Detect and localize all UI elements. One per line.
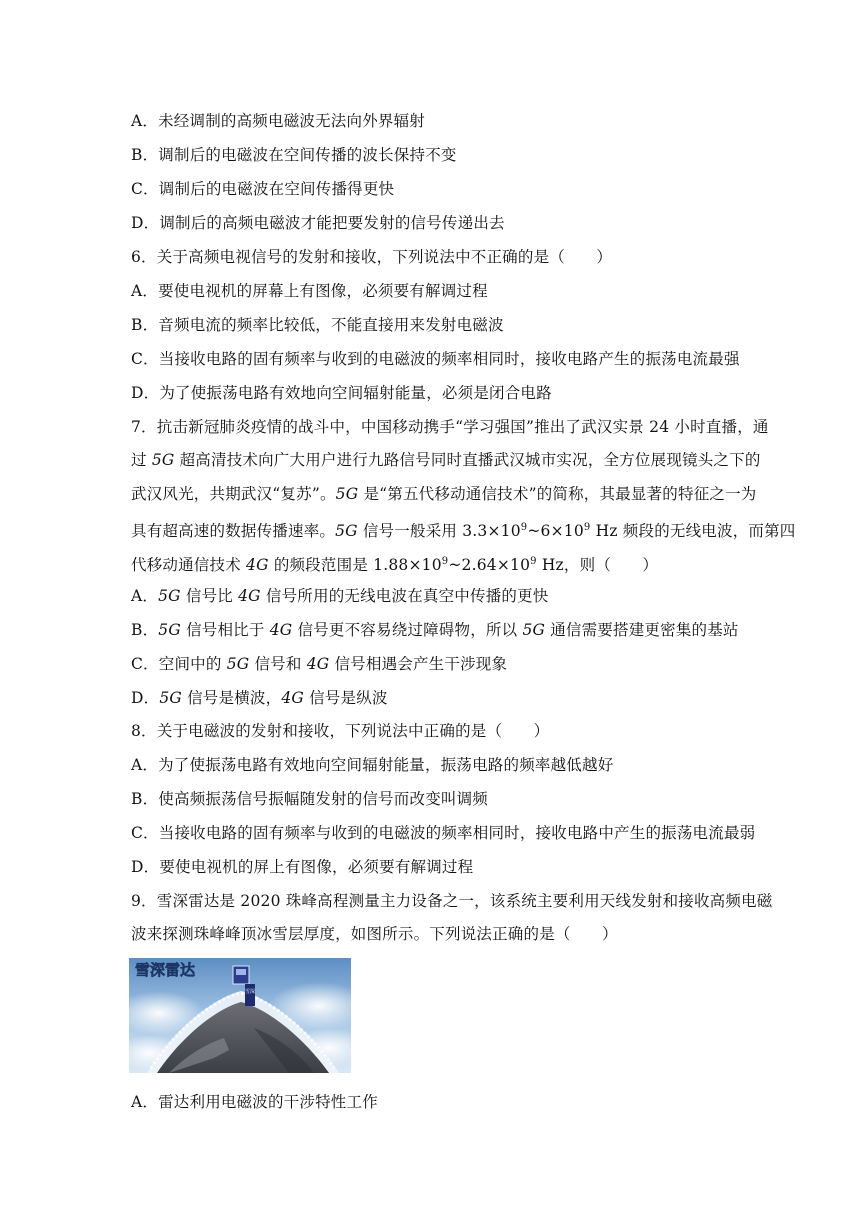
q8-stem: 8．关于电磁波的发射和接收，下列说法中正确的是（ ） [131,722,550,740]
snow-radar-figure [129,958,351,1073]
radar-sign-label: 雪深 [244,989,256,995]
figure-caption: 雪深雷达 [135,961,196,979]
q7-option-b: B．5G 信号相比于 4G 信号更不容易绕过障碍物，所以 5G 通信需要搭建更密集的基站 [131,621,739,639]
q5-option-b: B．调制后的电磁波在空间传播的波长保持不变 [131,146,457,164]
q7-option-c: C．空间中的 5G 信号和 4G 信号相遇会产生干涉现象 [131,655,508,673]
q7-stem-line-1: 7．抗击新冠肺炎疫情的战斗中，中国移动携手“学习强国”推出了武汉实景 24 小时直播，通 [131,418,769,436]
q9-stem-line-2: 波来探测珠峰峰顶冰雪层厚度，如图所示。下列说法正确的是（ ） [131,925,618,943]
radar-device-icon [245,984,255,1006]
q6-stem: 6．关于高频电视信号的发射和接收，下列说法中不正确的是（ ） [131,248,613,266]
q6-option-a: A．要使电视机的屏幕上有图像，必须要有解调过程 [131,282,488,300]
q8-option-a: A．为了使振荡电路有效地向空间辐射能量，振荡电路的频率越低越好 [131,756,614,774]
q5-option-a: A．未经调制的高频电磁波无法向外界辐射 [131,112,425,130]
q7-stem-line-4: 具有超高速的数据传播速率。5G 信号一般采用 $3.3\times 10^9\sim 6\times 10^9$ Hz 频段的无线电波，而第四 [131,522,796,540]
q7-stem-line-2: 过 5G 超高清技术向广大用户进行九路信号同时直播武汉城市实况，全方位展现镜头之下的 [131,451,761,469]
q9-stem-line-1: 9．雪深雷达是 2020 珠峰高程测量主力设备之一，该系统主要利用天线发射和接收高频电磁 [131,892,773,910]
q5-option-d: D．调制后的高频电磁波才能把要发射的信号传递出去 [131,214,505,232]
q6-option-d: D．为了使振荡电路有效地向空间辐射能量，必须是闭合电路 [131,384,552,402]
snow-radar-image [129,958,351,1073]
q6-option-c: C．当接收电路的固有频率与收到的电磁波的频率相同时，接收电路产生的振荡电流最强 [131,350,740,368]
q8-option-c: C．当接收电路的固有频率与收到的电磁波的频率相同时，接收电路中产生的振荡电流最弱 [131,824,756,842]
q7-option-a: A．5G 信号比 4G 信号所用的无线电波在真空中传播的更快 [131,587,549,605]
q7-stem-line-3: 武汉风光，共期武汉“复苏”。5G 是“第五代移动通信技术”的简称，其最显著的特征之一为 [131,485,757,503]
q7-stem-line-5: 代移动通信技术 4G 的频段范围是 $1.88\times 10^9\sim 2.64\times 10^9$ Hz，则（ ） [131,556,659,574]
q9-option-a: A．雷达利用电磁波的干涉特性工作 [131,1093,378,1111]
q7-option-d: D．5G 信号是横波，4G 信号是纵波 [131,689,388,707]
q6-option-b: B．音频电流的频率比较低，不能直接用来发射电磁波 [131,316,504,334]
q8-option-d: D．要使电视机的屏上有图像，必须要有解调过程 [131,858,474,876]
q5-option-c: C．调制后的电磁波在空间传播得更快 [131,180,395,198]
q8-option-b: B．使高频振荡信号振幅随发射的信号而改变叫调频 [131,790,488,808]
